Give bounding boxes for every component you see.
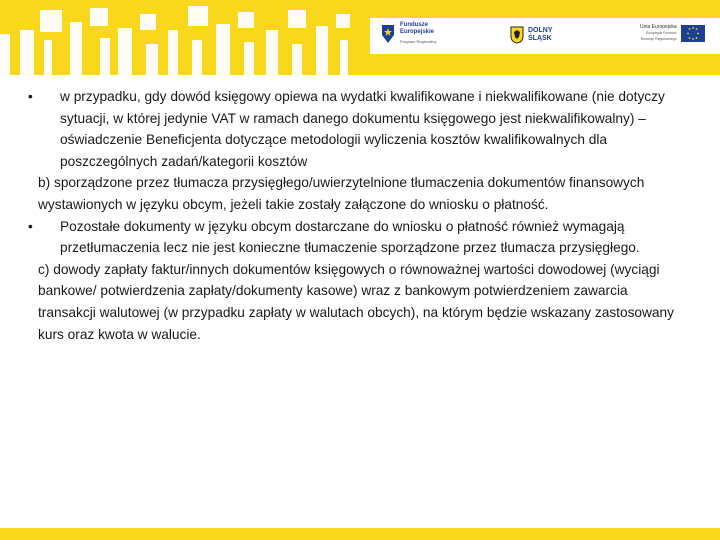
paragraph-c: c) dowody zapłaty faktur/innych dokumentów księgowych o równoważnej wartości dowodowej (wyciągi bankowe/ potwierdzenia zapłaty/dokumenty kasowe) wraz z bankowym potwierdzeniem zawarcia transakcji walutowej (w przypadku zapłaty w walutach obcych), na którym będzie wskazany zastosowany kurs oraz kwota w walucie. — [38, 261, 674, 342]
ue-logo-line1: Unia Europejska — [640, 24, 677, 30]
bullet-item — [28, 86, 688, 172]
document-body — [28, 86, 688, 345]
eagle-crest-icon — [510, 26, 524, 44]
footer-bar — [0, 528, 720, 540]
eu-flag-icon — [681, 25, 705, 42]
paragraph-b: b) sporządzone przez tłumacza przysięgłego/uwierzytelnione tłumaczenia dokumentów finansowych wystawionych w języku obcym, jeżeli takie zostały załączone do wniosku o płatność. — [38, 175, 645, 212]
bullet-text: w przypadku, gdy dowód księgowy opiewa na wydatki kwalifikowane i niekwalifikowane (nie dotyczy sytuacji, w której jedynie VAT w ramach danego dokumentu księgowego jest niekwalifikowalny) – oświadczenie Beneficjenta dotyczące metodologii wyliczenia kosztów kwalifikowalnych dla poszczególnych zadań/kategorii kosztów — [60, 89, 665, 169]
eu-logo — [640, 24, 705, 42]
ue-logo-line2: Europejski Fundusz — [645, 31, 677, 35]
bullet-mark: • — [28, 89, 33, 104]
fe-star-icon — [380, 23, 396, 45]
ds-logo-line1: DOLNY — [528, 27, 553, 34]
bullet-text: Pozostałe dokumenty w języku obcym dostarczane do wniosku o płatność również wymagają przetłumaczenia lecz nie jest konieczne tłumaczenie sporządzone przez tłumacza przysięgłego. — [60, 218, 640, 256]
bullet-mark: • — [28, 218, 33, 234]
dolny-slask-logo — [510, 26, 553, 44]
fe-logo-sub: Program Regionalny — [400, 39, 437, 44]
ds-logo-line2: ŚLĄSK — [528, 35, 552, 42]
fundusze-europejskie-logo — [380, 22, 436, 45]
ue-logo-line3: Rozwoju Regionalnego — [640, 37, 677, 41]
fe-logo-line2: Europejskie — [400, 29, 435, 35]
bullet-item — [28, 216, 688, 259]
header-bar — [0, 0, 720, 75]
fe-logo-line1: Fundusze — [400, 22, 428, 28]
